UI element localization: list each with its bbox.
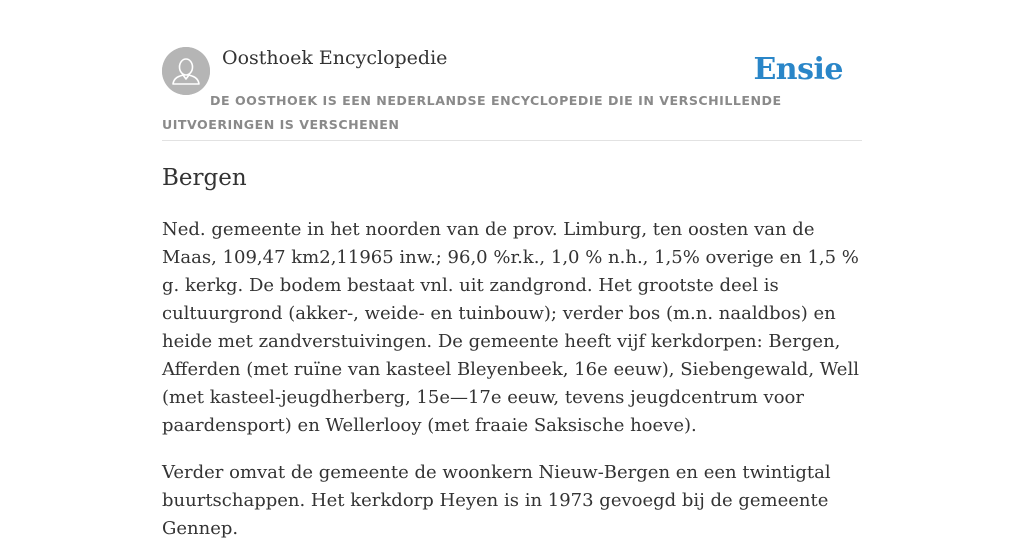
article [162,160,862,543]
article-paragraph: Verder omvat de gemeente de woonkern Nieuw-Bergen en een twintigtal buurtschappen. Het kerkdorp Heyen is in 1973 gevoegd bij de gemeente Gennep. [162,462,831,539]
brand-logo-link[interactable]: Ensie [753,52,843,87]
site-tagline: DE OOSTHOEK IS EEN NEDERLANDSE ENCYCLOPEDIE DIE IN VERSCHILLENDE UITVOERINGEN IS VERSCHENEN [162,93,782,132]
site-name-link[interactable]: Oosthoek Encyclopedie [222,47,448,69]
user-silhouette-icon[interactable] [162,47,210,95]
site-header [162,46,862,141]
article-title: Bergen [162,165,247,191]
user-silhouette-icon-graphic [162,47,210,95]
article-paragraph: Ned. gemeente in het noorden van de prov. Limburg, ten oosten van de Maas, 109,47 km2,11965 inw.; 96,0 %r.k., 1,0 % n.h., 1,5% overige en 1,5 % g. kerkg. De bodem bestaat vnl. uit zandgrond. Het grootste deel is cultuurgrond (akker-, weide- en tuinbouw); verder bos (m.n. naaldbos) en heide met zandverstuivingen. De gemeente heeft vijf kerkdorpen: Bergen, Afferden (met ruïne van kasteel Bleyenbeek, 16e eeuw), Siebengewald, Well (met kasteel-jeugdherberg, 15e—17e eeuw, tevens jeugdcentrum voor paardensport) en Wellerlooy (met fraaie Saksische hoeve). [162,219,859,436]
